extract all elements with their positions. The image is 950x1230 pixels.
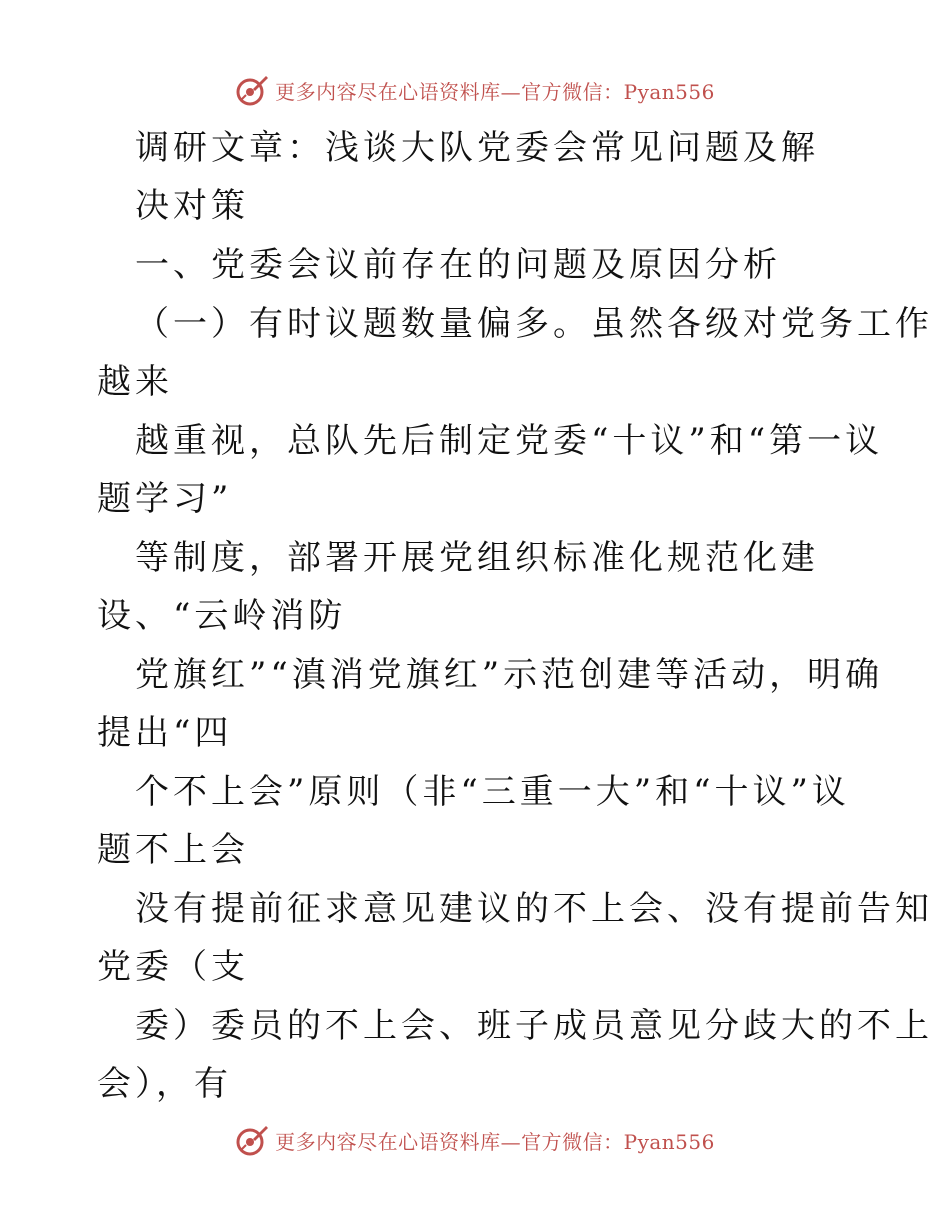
paragraph-line: 没有提前征求意见建议的不上会、没有提前告知: [135, 889, 933, 929]
paragraph-line: 党委（支: [97, 947, 249, 987]
paragraph-line: 越来: [97, 362, 173, 402]
paragraph-line: 个不上会”原则（非“三重一大”和“十议”议: [135, 772, 850, 812]
paragraph-line: 会），有: [97, 1064, 232, 1104]
brush-logo-icon: [235, 1123, 269, 1157]
paragraph-line: 提出“四: [97, 713, 233, 753]
watermark-text: 更多内容尽在心语资料库—官方微信：Pyan556: [275, 1129, 715, 1154]
title-line-2: 决对策: [135, 186, 249, 226]
paragraph-line: （一）有时议题数量偏多。虽然各级对党务工作: [135, 304, 933, 344]
paragraph-line: 委）委员的不上会、班子成员意见分歧大的不上: [135, 1006, 933, 1046]
title-line-1: 调研文章：浅谈大队党委会常见问题及解: [135, 128, 819, 168]
section-heading: 一、党委会议前存在的问题及原因分析: [135, 245, 781, 285]
watermark-banner-bottom: [0, 1120, 950, 1160]
paragraph-line: 越重视，总队先后制定党委“十议”和“第一议: [135, 421, 884, 461]
paragraph-line: 党旗红”“滇消党旗红”示范创建等活动，明确: [135, 655, 884, 695]
paragraph-line: 设、“云岭消防: [97, 596, 347, 636]
watermark-text: 更多内容尽在心语资料库—官方微信：Pyan556: [275, 79, 715, 104]
paragraph-line: 题不上会: [97, 830, 249, 870]
paragraph-line: 题学习”: [97, 479, 233, 519]
paragraph-line: 等制度，部署开展党组织标准化规范化建: [135, 538, 819, 578]
